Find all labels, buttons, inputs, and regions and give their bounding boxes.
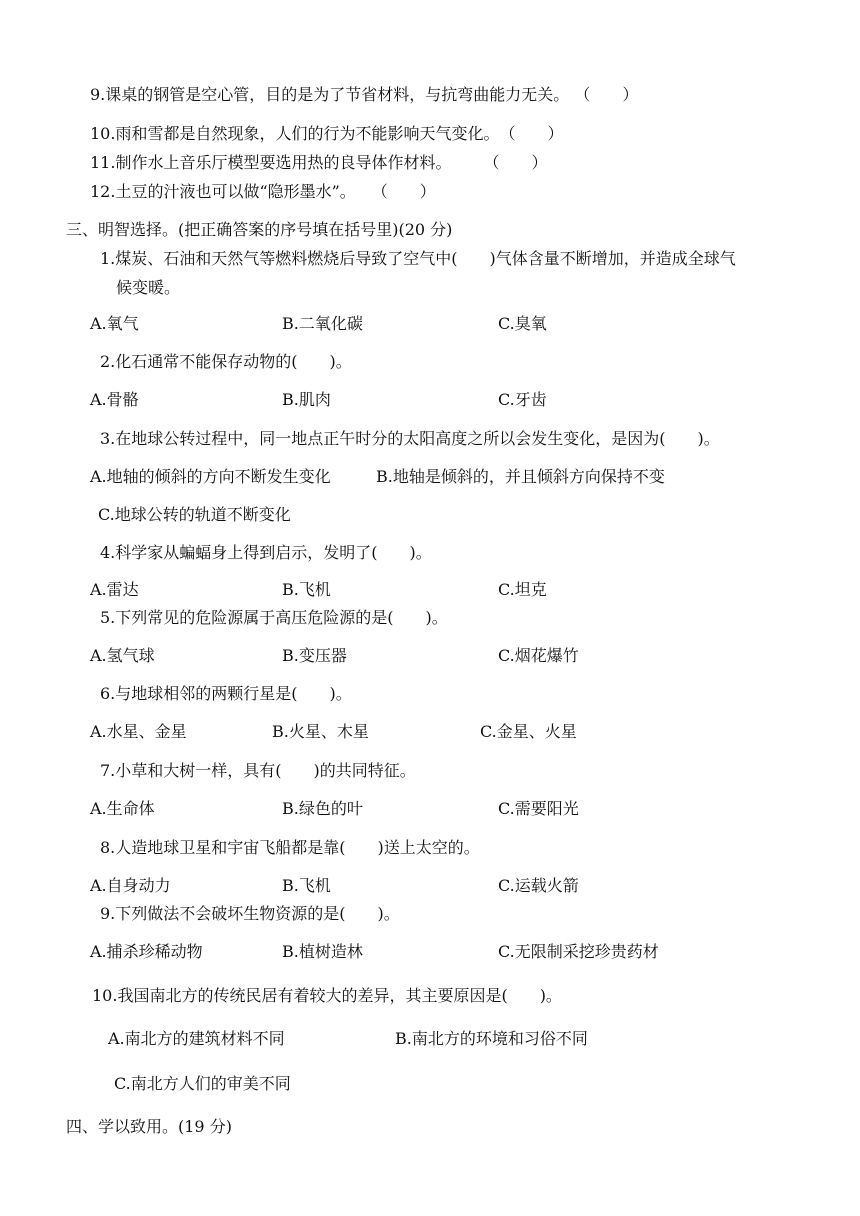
q9-option-b: B.植树造林 <box>282 942 363 961</box>
q2-option-b: B.肌肉 <box>282 390 331 409</box>
q4-option-c: C.坦克 <box>498 580 547 599</box>
q2-option-c: C.牙齿 <box>498 390 547 409</box>
judge-item-11: 11.制作水上音乐厅模型要选用热的良导体作材料。 （ ） <box>90 153 548 172</box>
section-4-title: 四、学以致用。(19 分) <box>66 1117 232 1136</box>
q3-stem: 3.在地球公转过程中，同一地点正午时分的太阳高度之所以会发生变化，是因为( )。 <box>100 429 720 448</box>
q8-option-c: C.运载火箭 <box>498 876 579 895</box>
q3-option-a: A.地轴的倾斜的方向不断发生变化 <box>90 467 331 486</box>
q4-option-b: B.飞机 <box>282 580 331 599</box>
q4-stem: 4.科学家从蝙蝠身上得到启示，发明了( )。 <box>100 543 432 562</box>
q6-option-a: A.水星、金星 <box>90 722 187 741</box>
q5-stem: 5.下列常见的危险源属于高压危险源的是( )。 <box>100 608 448 627</box>
q5-option-b: B.变压器 <box>282 646 347 665</box>
q10-option-c: C.南北方人们的审美不同 <box>114 1074 291 1093</box>
q10-option-a: A.南北方的建筑材料不同 <box>108 1029 285 1048</box>
judge-item-12: 12.土豆的汁液也可以做“隐形墨水”。 （ ） <box>90 182 436 201</box>
q7-stem: 7.小草和大树一样，具有( )的共同特征。 <box>100 761 416 780</box>
q8-option-a: A.自身动力 <box>90 876 171 895</box>
q9-option-c: C.无限制采挖珍贵药材 <box>498 942 659 961</box>
q5-option-c: C.烟花爆竹 <box>498 646 579 665</box>
judge-item-9: 9.课桌的钢管是空心管，目的是为了节省材料，与抗弯曲能力无关。 （ ） <box>90 85 639 104</box>
q1-option-c: C.臭氧 <box>498 314 547 333</box>
q7-option-c: C.需要阳光 <box>498 799 579 818</box>
q9-stem: 9.下列做法不会破坏生物资源的是( )。 <box>100 904 400 923</box>
q7-option-b: B.绿色的叶 <box>282 799 363 818</box>
section-3-title: 三、明智选择。(把正确答案的序号填在括号里)(20 分) <box>66 220 453 239</box>
q8-option-b: B.飞机 <box>282 876 331 895</box>
judge-item-10: 10.雨和雪都是自然现象，人们的行为不能影响天气变化。 （ ） <box>90 124 564 143</box>
q3-option-c: C.地球公转的轨道不断变化 <box>98 505 291 524</box>
q8-stem: 8.人造地球卫星和宇宙飞船都是靠( )送上太空的。 <box>100 838 480 857</box>
q3-option-b: B.地轴是倾斜的，并且倾斜方向保持不变 <box>376 467 665 486</box>
q2-option-a: A.骨骼 <box>90 390 139 409</box>
q9-option-a: A.捕杀珍稀动物 <box>90 942 203 961</box>
q4-option-a: A.雷达 <box>90 580 139 599</box>
q10-stem: 10.我国南北方的传统民居有着较大的差异，其主要原因是( )。 <box>92 986 562 1005</box>
q6-option-c: C.金星、火星 <box>480 722 577 741</box>
q1-option-a: A.氧气 <box>90 314 139 333</box>
q1-stem-cont: 候变暖。 <box>116 278 181 297</box>
q7-option-a: A.生命体 <box>90 799 155 818</box>
q10-option-b: B.南北方的环境和习俗不同 <box>395 1029 588 1048</box>
q1-stem: 1.煤炭、石油和天然气等燃料燃烧后导致了空气中( )气体含量不断增加，并造成全球气 <box>100 249 736 268</box>
q6-option-b: B.火星、木星 <box>272 722 369 741</box>
q6-stem: 6.与地球相邻的两颗行星是( )。 <box>100 684 352 703</box>
q2-stem: 2.化石通常不能保存动物的( )。 <box>100 352 352 371</box>
q5-option-a: A.氢气球 <box>90 646 155 665</box>
q1-option-b: B.二氧化碳 <box>282 314 363 333</box>
